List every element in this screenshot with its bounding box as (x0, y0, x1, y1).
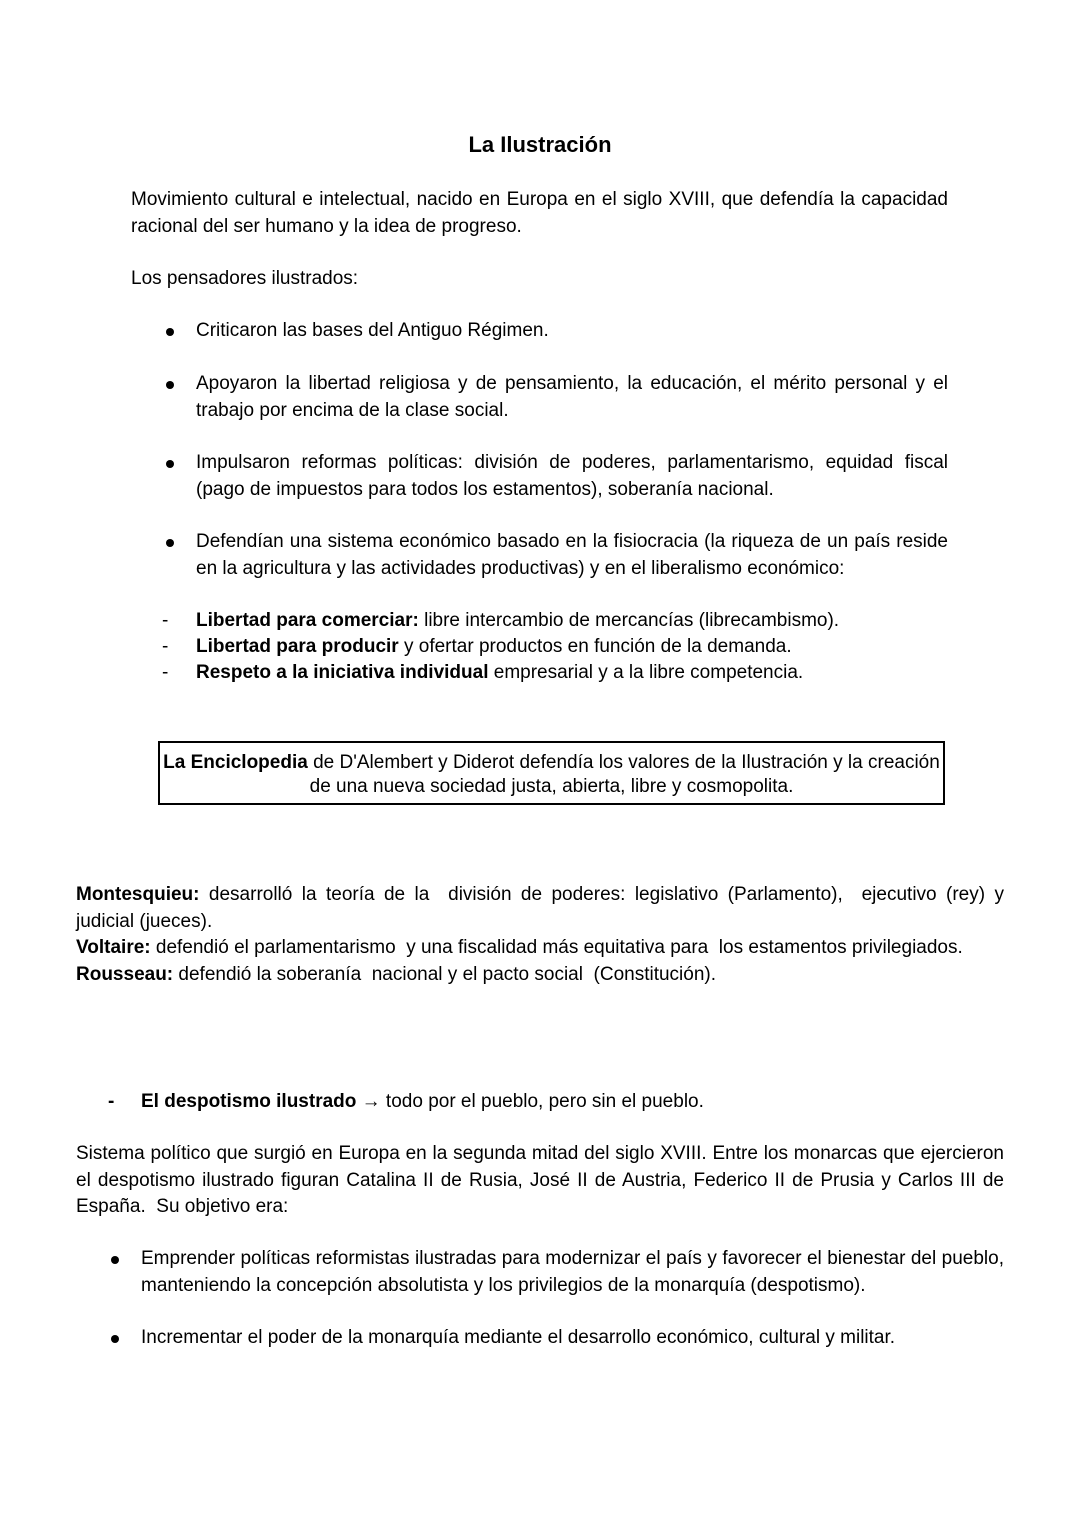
philosophers-section (76, 882, 1010, 988)
despotism-description: Sistema político que surgió en Europa en la segunda mitad del siglo XVIII. Entre los monarcas que ejercieron el despotismo ilustrado figuran Catalina II de Rusia, José II de Austria, Federico II de Prusia y Carlos III de España. Su objetivo era: (76, 1143, 1010, 1217)
list-item-bold: Libertad para producir (196, 636, 399, 657)
philosopher-text: desarrolló la teoría de la división de poderes: legislativo (Parlamento), ejecutivo (rey) y judicial (jueces). (76, 884, 1010, 932)
page-title: La Ilustración (468, 132, 612, 157)
encyclopedia-text: de D'Alembert y Diderot defendía los valores de la Ilustración y la creación de una nueva sociedad justa, abierta, libre y cosmopolita. (307, 752, 940, 797)
list-item-text (196, 634, 956, 661)
philosopher-voltaire (76, 935, 1004, 962)
list-item-text (196, 660, 956, 687)
philosopher-name: Voltaire: (76, 937, 151, 958)
philosopher-montesquieu (76, 882, 1010, 935)
dash-marker: - (108, 1091, 115, 1112)
bullet-icon (111, 1335, 119, 1343)
list-item-text: Emprender políticas reformistas ilustradas para modernizar el país y favorecer el bienestar del pueblo, manteniendo la concepción absolutista y los privilegios de la monarquía (despotismo). (141, 1248, 1004, 1296)
list-item-text: Incrementar el poder de la monarquía mediante el desarrollo económico, cultural y militar. (141, 1327, 896, 1348)
list-item-rest: y ofertar productos en función de la demanda. (398, 636, 792, 657)
philosopher-text: defendió la soberanía nacional y el pacto social (Constitución). (173, 963, 717, 985)
philosopher-name: Montesquieu: (76, 884, 200, 905)
thinkers-heading: Los pensadores ilustrados: (131, 268, 359, 289)
dash-marker: - (162, 610, 169, 631)
list-item-bold: Libertad para comerciar: (196, 610, 419, 631)
encyclopedia-bold: La Enciclopedia (163, 752, 308, 773)
despotism-heading-rest: → todo por el pueblo, pero sin el pueblo. (356, 1091, 704, 1112)
bullet-icon (166, 539, 174, 547)
despotism-heading-text (141, 1089, 704, 1116)
encyclopedia-callout-box (158, 741, 945, 805)
list-item-bold: Respeto a la iniciativa individual (196, 662, 489, 683)
bullet-icon (166, 381, 174, 389)
list-item-text: Apoyaron la libertad religiosa y de pensamiento, la educación, el mérito personal y el trabajo por encima de la clase social. (196, 373, 948, 421)
list-item-rest: libre intercambio de mercancías (librecambismo). (418, 610, 840, 631)
despotism-heading-bold: El despotismo ilustrado (141, 1091, 357, 1112)
list-item-text: Impulsaron reformas políticas: división de poderes, parlamentarismo, equidad fiscal (pago de impuestos para todos los estamentos), soberanía nacional. (196, 452, 948, 500)
list-item-text (196, 608, 956, 635)
list-item-text: Defendían una sistema económico basado en la fisiocracia (la riqueza de un país reside en la agricultura y las actividades productivas) y en el liberalismo económico: (196, 531, 948, 579)
bullet-icon (166, 328, 174, 336)
philosopher-rousseau (76, 962, 1004, 989)
philosopher-name: Rousseau: (76, 963, 174, 985)
dash-marker: - (162, 662, 169, 683)
list-item-text: Criticaron las bases del Antiguo Régimen. (196, 320, 549, 341)
intro-paragraph: Movimiento cultural e intelectual, nacido en Europa en el siglo XVIII, que defendía la capacidad racional del ser humano y la idea de progreso. (131, 189, 948, 237)
philosopher-text: defendió el parlamentarismo y una fiscalidad más equitativa para los estamentos privilegiados. (150, 937, 963, 958)
list-item-rest: empresarial y a la libre competencia. (488, 662, 804, 683)
bullet-icon (111, 1256, 119, 1264)
bullet-icon (166, 460, 174, 468)
dash-marker: - (162, 636, 169, 657)
